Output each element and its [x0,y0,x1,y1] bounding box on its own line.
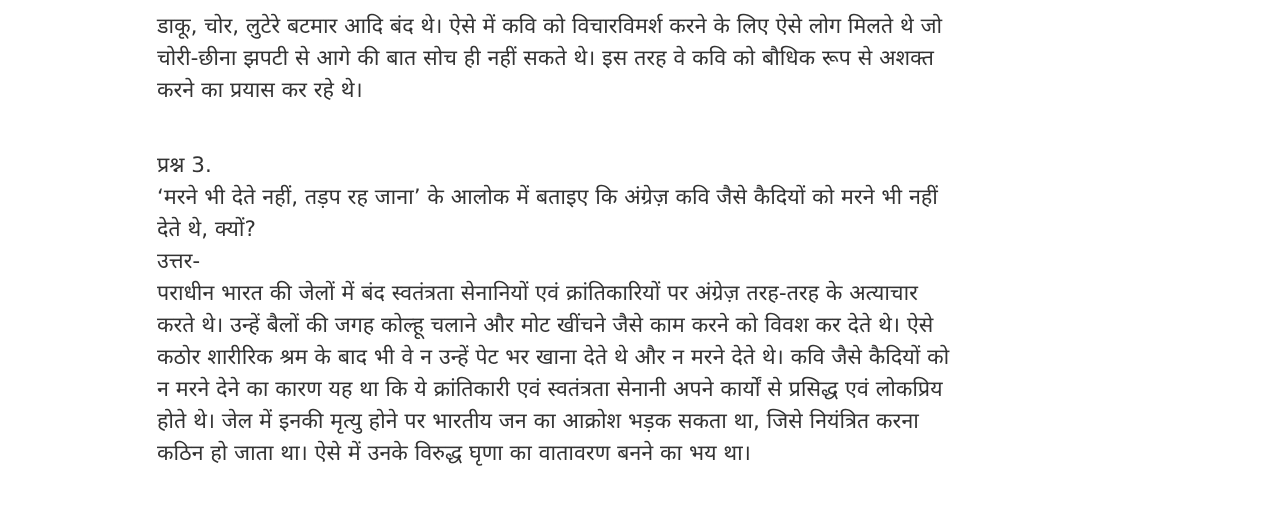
answer-text-line: कठिन हो जाता था। ऐसे में उनके विरुद्ध घृणा का वातावरण बनने का भय था। [157,441,751,466]
intro-line: डाकू, चोर, लुटेरे बटमार आदि बंद थे। ऐसे में कवि को विचारविमर्श करने के लिए ऐसे लोग मिलते थे जो [157,14,943,39]
question-block [157,150,1257,470]
question-text-line: देते थे, क्यों? [157,217,256,242]
answer-text-line: होते थे। जेल में इनकी मृत्यु होने पर भारतीय जन का आक्रोश भड़क सकता था, जिसे नियंत्रित करना [157,409,919,434]
answer-text-line: कठोर शारीरिक श्रम के बाद भी वे न उन्हें पेट भर खाना देते थे और न मरने देते थे। कवि जैसे कैदियों को [157,345,950,370]
answer-text-line: करते थे। उन्हें बैलों की जगह कोल्हू चलाने और मोट खींचने जैसे काम करने को विवश कर देते थे। ऐसे [157,313,934,338]
question-number: प्रश्न 3. [157,153,212,178]
intro-paragraph [157,11,1257,107]
intro-line: करने का प्रयास कर रहे थे। [157,78,363,103]
answer-text-line: पराधीन भारत की जेलों में बंद स्वतंत्रता सेनानियों एवं क्रांतिकारियों पर अंग्रेज़ तरह-तरह के अत्याचार [157,281,918,306]
answer-label: उत्तर- [157,249,201,274]
question-text-line: ‘मरने भी देते नहीं, तड़प रह जाना’ के आलोक में बताइए कि अंग्रेज़ कवि जैसे कैदियों को मरने भी नहीं [157,185,938,210]
answer-text-line: न मरने देने का कारण यह था कि ये क्रांतिकारी एवं स्वतंत्रता सेनानी अपने कार्यों से प्रसिद्ध एवं लोकप्रिय [157,377,943,402]
intro-line: चोरी-छीना झपटी से आगे की बात सोच ही नहीं सकते थे। इस तरह वे कवि को बौधिक रूप से अशक्त [157,46,934,71]
